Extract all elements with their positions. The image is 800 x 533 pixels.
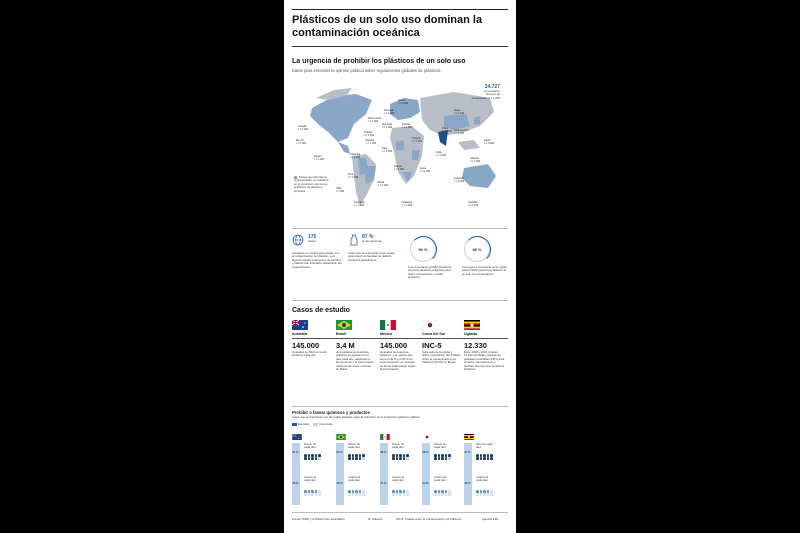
person-icon: [396, 493, 399, 496]
map-label-philippines: Filipinas n = 1.000: [470, 157, 481, 163]
map-label-canada: Canadá n = 1.000: [298, 125, 309, 131]
person-icon: [355, 493, 358, 496]
phaseout-top-pct-south-korea: 88 %: [422, 451, 429, 454]
phaseout-flag-mexico-icon: [380, 434, 390, 440]
title-line-1: Plásticos de un solo uso dominan la: [292, 14, 483, 26]
case-text-south-korea: Será sede de la quinta y última negociación del Tratado sobre la Contaminación por Plásticos (INC-5) en Busan.: [422, 350, 460, 365]
person-icon: [403, 457, 406, 460]
phaseout-top-dots-mexico: [392, 454, 409, 460]
map-label-poland: Polonia n = 1.000: [402, 123, 413, 129]
case-text-brazil: de toneladas de desechos plásticos se generan en el país cada año, afectando a las personas y la vida silvestre nativa de las áreas costeras de Brasil.: [336, 350, 374, 372]
person-icon: [399, 493, 402, 496]
phaseout-bottom-label-brazil: Cuatro de cada diez: [348, 475, 361, 483]
person-icon: [392, 457, 395, 460]
case-country-mexico: México: [380, 332, 393, 336]
phaseout-top-label-brazil: Nueve de cada diez: [348, 442, 360, 450]
phaseout-bottom-label-mexico: Cuatro de cada diez: [392, 475, 405, 483]
map-label-usa: EE. UU. n = 1.000: [296, 139, 307, 145]
stat-value-people: 87 %: [362, 234, 374, 240]
person-icon: [483, 493, 486, 496]
title-line-2: contaminación oceánica: [292, 27, 420, 39]
phaseout-top-label-south-korea: Nueve de cada diez: [434, 442, 446, 450]
phaseout-top-pct-australia: 87 %: [292, 451, 299, 454]
stat-value-single-use: 85 %: [472, 246, 482, 252]
phaseout-flag-south-korea-icon: [422, 434, 432, 440]
map-label-australia: Australia n = 1.000: [468, 201, 479, 207]
stat-text-chemicals: Cree importante prohibir productos químicos plásticos peligrosos para salud, vida silvestre y medio ambiente.: [408, 265, 452, 280]
title-divider: [292, 46, 508, 47]
map-mexico: [338, 142, 350, 154]
person-icon: [480, 493, 483, 496]
map-total: [470, 84, 500, 100]
person-icon: [362, 457, 365, 460]
person-icon: [490, 457, 493, 460]
person-icon: [308, 493, 311, 496]
person-icon: [318, 457, 321, 460]
phaseout-top-label-australia: Nueve de cada diez: [304, 442, 316, 450]
phaseout-top-pct-mexico: 86 %: [380, 451, 387, 454]
phaseout-flag-uganda-icon: [464, 434, 474, 440]
phaseout-legend: [292, 423, 333, 427]
phaseout-bottom-pct-mexico: 31 %: [380, 482, 387, 485]
footer-source: Fuente: WWF y la Plastic Free Foundation: [292, 517, 345, 521]
phaseout-top-label-uganda: Diez de cada diez: [476, 442, 493, 450]
phaseout-top-pct-brazil: 93 %: [336, 451, 343, 454]
person-icon: [487, 457, 490, 460]
map-label-russia: Rusia n = 1.000: [454, 109, 465, 115]
person-icon: [445, 493, 448, 496]
person-icon: [348, 457, 351, 460]
person-icon: [483, 457, 486, 460]
footer-inc: INC-5: Tratado sobre la Contaminación por Plásticos: [396, 517, 462, 521]
person-icon: [445, 457, 448, 460]
legend-label-important: Importante: [319, 422, 333, 427]
person-icon: [406, 457, 409, 460]
flag-mexico-icon: [380, 320, 396, 330]
case-country-uganda: Uganda: [464, 332, 478, 336]
phaseout-top-dots-brazil: [348, 454, 365, 460]
phaseout-bottom-label-uganda: Cuatro de cada diez: [476, 475, 489, 483]
phaseout-title: Prohibir o fasear químicos y productos: [292, 410, 370, 415]
person-icon: [359, 493, 362, 496]
person-icon: [441, 493, 444, 496]
footer-unit: M: millones: [368, 517, 383, 521]
person-icon: [304, 493, 307, 496]
phaseout-bottom-dots-mexico: [392, 490, 409, 496]
person-icon: [396, 457, 399, 460]
person-icon: [406, 493, 409, 496]
map-total-note: Número de encuestados n = 1.000: [471, 92, 500, 100]
stat-text-single-use: Cree que es importante tener reglas para prohibir productos plásticos de un solo uso innecesarios.: [462, 265, 507, 276]
legend-swatch-essential: [292, 423, 297, 426]
person-icon: [359, 457, 362, 460]
phaseout-bottom-dots-brazil: [348, 490, 365, 496]
phaseout-bottom-dots-uganda: [476, 490, 493, 496]
top-rule: [292, 9, 508, 10]
bottle-icon: [348, 234, 360, 246]
stat-unit-countries: países: [308, 239, 317, 243]
phaseout-subtitle: Creen que es importante que las reglas globales exijan la reducción de la producción global de plástico.: [292, 415, 421, 419]
map-label-france: Francia n = 1.000: [364, 131, 375, 137]
map-label-china: China n = 1.000: [442, 127, 453, 133]
case-value-australia: 145.000: [292, 341, 320, 350]
map-southeast-asia: [458, 140, 480, 150]
person-icon: [355, 457, 358, 460]
map-label-peru: Perú n = 1.000: [348, 173, 359, 179]
map-label-india: India n = 1.000: [436, 151, 447, 157]
person-icon: [348, 493, 351, 496]
legend-label-essential: Esencial: [298, 422, 309, 427]
flag-australia-icon: [292, 320, 308, 330]
map-brazil: [364, 166, 376, 184]
phaseout-bottom-dots-australia: [304, 490, 321, 496]
person-icon: [352, 457, 355, 460]
phaseout-flag-brazil-icon: [336, 434, 346, 440]
map-label-south-korea: Corea del Sur n = 1.000: [454, 129, 469, 135]
globe-icon: [292, 234, 304, 246]
map-label-indonesia: Indonesia n = 1.000: [454, 177, 465, 183]
person-icon: [438, 457, 441, 460]
page-title: [292, 14, 508, 40]
footer-agency: Agencia EFE: [482, 517, 499, 521]
map-label-japan: Japón n = 1.000: [484, 139, 495, 145]
section1-subtitle: Datos para entender la opinión pública sobre regulaciones globales de plásticos.: [292, 68, 442, 73]
case-country-brazil: Brasil: [336, 332, 346, 336]
case-text-australia: toneladas se filtran al medio ambiente cada año.: [292, 350, 327, 358]
case-value-brazil: 3,4 M: [336, 341, 355, 350]
map-total-unit: encuestados: [484, 89, 500, 93]
person-icon: [438, 493, 441, 496]
phaseout-top-dots-south-korea: [434, 454, 451, 460]
stats-divider: [292, 228, 508, 229]
person-icon: [434, 493, 437, 496]
phaseout-top-label-mexico: Nueve de cada diez: [392, 442, 404, 450]
phaseout-top-dots-uganda: [476, 454, 493, 460]
person-icon: [448, 457, 451, 460]
map-label-brazil: Brasil n = 1.000: [378, 181, 389, 187]
map-label-spain: España n = 1.000: [366, 139, 377, 145]
map-note-text: Países que abordan la contaminación por plásticos en la producción de ciertos productos de plástico y químicos: [294, 175, 329, 193]
map-label-sweden: Suecia n = 1.000: [398, 99, 409, 105]
stat-text-people: Creen que es importante tener reglas para reducir la cantidad de plástico producido globalmente.: [348, 251, 395, 262]
person-icon: [392, 493, 395, 496]
map-label-argentina: Argentina n = 1.000: [354, 201, 365, 207]
phaseout-divider: [292, 406, 508, 407]
stat-unit-people: de las personas: [362, 239, 382, 243]
stat-text-countries: Acordaron un tratado para acabar con la contaminación por plástico, pero algunos países productores de petróleo y plástico han intentado obstaculizar las negociaciones.: [292, 251, 342, 269]
phaseout-bottom-dots-south-korea: [434, 490, 451, 496]
map-note: [294, 176, 330, 193]
phaseout-bottom-label-australia: Cuatro de cada diez: [304, 475, 317, 483]
person-icon: [304, 457, 307, 460]
case-value-south-korea: INC-5: [422, 341, 442, 350]
person-icon: [487, 493, 490, 496]
person-icon: [311, 493, 314, 496]
legend-swatch-important: [313, 423, 318, 426]
flag-south-korea-icon: [422, 320, 438, 330]
person-icon: [403, 493, 406, 496]
flag-brazil-icon: [336, 320, 352, 330]
map-label-turkey: Turquía n = 1.000: [412, 137, 423, 143]
person-icon: [434, 457, 437, 460]
map-label-nigeria: Nigeria n = 1.000: [394, 165, 405, 171]
cases-title: Casos de estudio: [292, 307, 350, 314]
person-icon: [362, 493, 365, 496]
phaseout-top-dots-australia: [304, 454, 321, 460]
map-label-chile: Chile n = 500: [336, 187, 345, 193]
phaseout-bottom-label-south-korea: Cuatro de cada diez: [434, 475, 447, 483]
person-icon: [441, 457, 444, 460]
person-icon: [311, 457, 314, 460]
phaseout-bottom-pct-south-korea: 24 %: [422, 482, 429, 485]
person-icon: [476, 493, 479, 496]
case-country-south-korea: Corea del Sur: [422, 332, 446, 336]
case-value-uganda: 12.330: [464, 341, 487, 350]
cases-country-rule: [292, 338, 508, 339]
stat-value-chemicals: 90 %: [418, 246, 428, 252]
person-icon: [315, 457, 318, 460]
map-label-mexico: México n = 1.000: [314, 155, 325, 161]
person-icon: [318, 493, 321, 496]
map-label-kenya: Kenia n = 1.000: [420, 167, 431, 173]
progress-ring-chemicals: [410, 236, 436, 262]
person-icon: [352, 493, 355, 496]
case-country-australia: Australia: [292, 332, 308, 336]
case-text-uganda: Entre 2018 y 2023, produjo 12.330 toneladas métricas de polietileno tereftalato (PET) para el sector manufacturero y también importó otros productos plásticos.: [464, 350, 505, 372]
infographic-poster: [284, 0, 516, 533]
person-icon: [476, 457, 479, 460]
person-icon: [448, 493, 451, 496]
phaseout-bottom-pct-uganda: 36 %: [464, 482, 471, 485]
person-icon: [399, 457, 402, 460]
person-icon: [490, 493, 493, 496]
person-icon: [315, 493, 318, 496]
phaseout-bottom-pct-brazil: 38 %: [336, 482, 343, 485]
map-label-germany: Alemania n = 1.000: [382, 123, 393, 129]
phaseout-top-pct-uganda: 87 %: [464, 451, 471, 454]
case-value-mexico: 145.000: [380, 341, 408, 350]
map-label-colombia: Colombia n = 1.000: [350, 153, 361, 159]
person-icon: [480, 457, 483, 460]
stat-value-countries: 175: [308, 234, 317, 240]
map-label-norway: Noruega n = 1.000: [384, 109, 395, 115]
case-text-mexico: toneladas de desechos plásticos, y se estima que entre el 30 % y el 50 % de estos desechos se manejan de forma inadecuada, según la investigación.: [380, 350, 416, 372]
map-total-value: 24.727: [484, 84, 500, 90]
map-label-south-africa: Sudáfrica n = 1.000: [402, 201, 413, 207]
person-icon: [308, 457, 311, 460]
map-australia: [462, 164, 496, 188]
cases-divider: [292, 300, 508, 301]
progress-ring-single-use: [464, 236, 490, 262]
phaseout-flag-australia-icon: [292, 434, 302, 440]
section1-title: La urgencia de prohibir los plásticos de un solo uso: [292, 58, 466, 65]
footer-divider: [292, 512, 508, 513]
map-label-italy: Italia n = 1.000: [382, 147, 393, 153]
map-label-uk: Reino Unido n = 1.000: [368, 117, 382, 123]
flag-uganda-icon: [464, 320, 480, 330]
phaseout-bottom-pct-australia: 38 %: [292, 482, 299, 485]
